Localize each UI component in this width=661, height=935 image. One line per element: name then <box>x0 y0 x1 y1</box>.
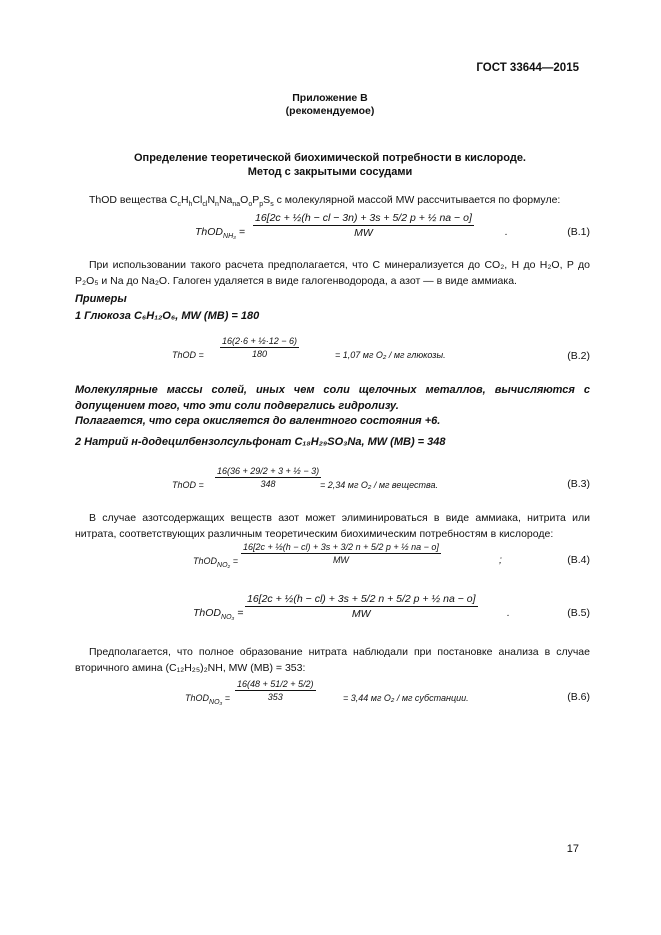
equation-b4-label: (B.4) <box>567 554 590 566</box>
section-title-line2: Метод с закрытыми сосудами <box>247 166 413 178</box>
paragraph-formula-intro: ThOD вещества $C_cH_hCl_{cl}N_nNa_{na}O_oP_pS_s$ с молекулярной массой MW рассчитывается по формуле: <box>89 194 561 208</box>
equation-b6-label: (B.6) <box>567 691 590 703</box>
equation-b3-label: (B.3) <box>567 478 590 490</box>
equation-b5: ThOD$_{NO_3}$ = $\frac{\text{16[2c + ½(h − cl) + 3s + 5/2 n + 5/2 p + ½ na − o]}}{MW}$ . (B.5) <box>193 593 590 621</box>
examples-heading: Примеры <box>75 293 127 305</box>
note-salts-hydrolysis: Молекулярные массы солей, иных чем соли щелочных металлов, вычисляются с допущением того, что эти соли подверглись гидролизу. <box>75 384 590 412</box>
equation-b3: ThOD = $\frac{\text{16(36 + 29/2 + 3 + ½ − 3)}}{348}$ = 2,34 мг O₂ / мг вещества. (B.3) <box>172 466 590 490</box>
document-header: ГОСТ 33644—2015 <box>476 62 579 74</box>
page-number: 17 <box>566 843 579 855</box>
equation-b6: ThOD$_{NO_3}$ = $\frac{16(48 + 51/2 + 5/2)}{353}$ = 3,44 мг O₂ / мг субстанции. (B.6) <box>185 679 590 706</box>
equation-b6-fraction: $\frac{16(48 + 51/2 + 5/2)}{353}$ <box>237 679 314 702</box>
equation-b2-label: (B.2) <box>567 350 590 362</box>
appendix-title: Приложение В <box>292 92 368 104</box>
example-1-heading: 1 Глюкоза C₆H₁₂O₆, MW (MB) = 180 <box>75 310 260 322</box>
equation-b2: ThOD = $\frac{\text{16(2·6 + ½·12 − 6)}}{180}$ = 1,07 мг O₂ / мг глюкозы. (B.2) <box>172 336 590 362</box>
equation-b5-fraction: $\frac{\text{16[2c + ½(h − cl) + 3s + 5/2 n + 5/2 p + ½ na − o]}}{MW}$ <box>247 593 476 620</box>
equation-b2-fraction: $\frac{\text{16(2·6 + ½·12 − 6)}}{180}$ <box>222 336 298 359</box>
equation-b1: ThOD$_{NH_3}$ = $\frac{\text{16[2c + ½(h − cl − 3n) + 3s + 5/2 p + ½ na − o]}}{MW}$ . (B.1) <box>195 212 590 240</box>
example-2-heading: 2 Натрий н-додецилбензолсульфонат C₁₈H₂₉SO₃Na, MW (MB) = 348 <box>75 436 446 448</box>
equation-b4-fraction: $\frac{\text{16[2c + ½(h − cl) + 3s + 3/2 n + 5/2 p + ½ na − o]}}{MW}$ <box>243 542 439 565</box>
equation-b3-fraction: $\frac{\text{16(36 + 29/2 + 3 + ½ − 3)}}{348}$ <box>217 466 320 489</box>
paragraph-nitrate-amine: Предполагается, что полное образование нитрата наблюдали при постановке анализа в случае вторичного амина (C₁₂H₂₅)₂NH, MW (MB) = 353: <box>75 646 590 674</box>
appendix-note: (рекомендуемое) <box>285 105 375 117</box>
section-title-line1: Определение теоретической биохимической потребности в кислороде. <box>134 152 526 164</box>
equation-b1-label: (B.1) <box>567 226 590 238</box>
equation-b4: ThOD$_{NO_2}$ = $\frac{\text{16[2c + ½(h − cl) + 3s + 3/2 n + 5/2 p + ½ na − o]}}{MW}$ ; (B.4) <box>193 542 590 569</box>
equation-b1-fraction: $\frac{\text{16[2c + ½(h − cl − 3n) + 3s + 5/2 p + ½ na − o]}}{MW}$ <box>255 212 472 239</box>
paragraph-nitrogen: В случае азотсодержащих веществ азот может элиминироваться в виде аммиака, нитрита или нитрата, соответствующих различным теоретическим биохимическим потребностям в кислороде: <box>75 512 590 540</box>
equation-b5-label: (B.5) <box>567 607 590 619</box>
note-sulfur-oxidation: Полагается, что сера окисляется до валентного состояния +6. <box>75 415 441 427</box>
paragraph-mineralization: При использовании такого расчета предполагается, что C минерализуется до CO₂, H до H₂O, P до P₂O₅ и Na до Na₂O. Галоген удаляется в виде галогенводорода, а азот — в виде аммиака. <box>75 259 590 287</box>
